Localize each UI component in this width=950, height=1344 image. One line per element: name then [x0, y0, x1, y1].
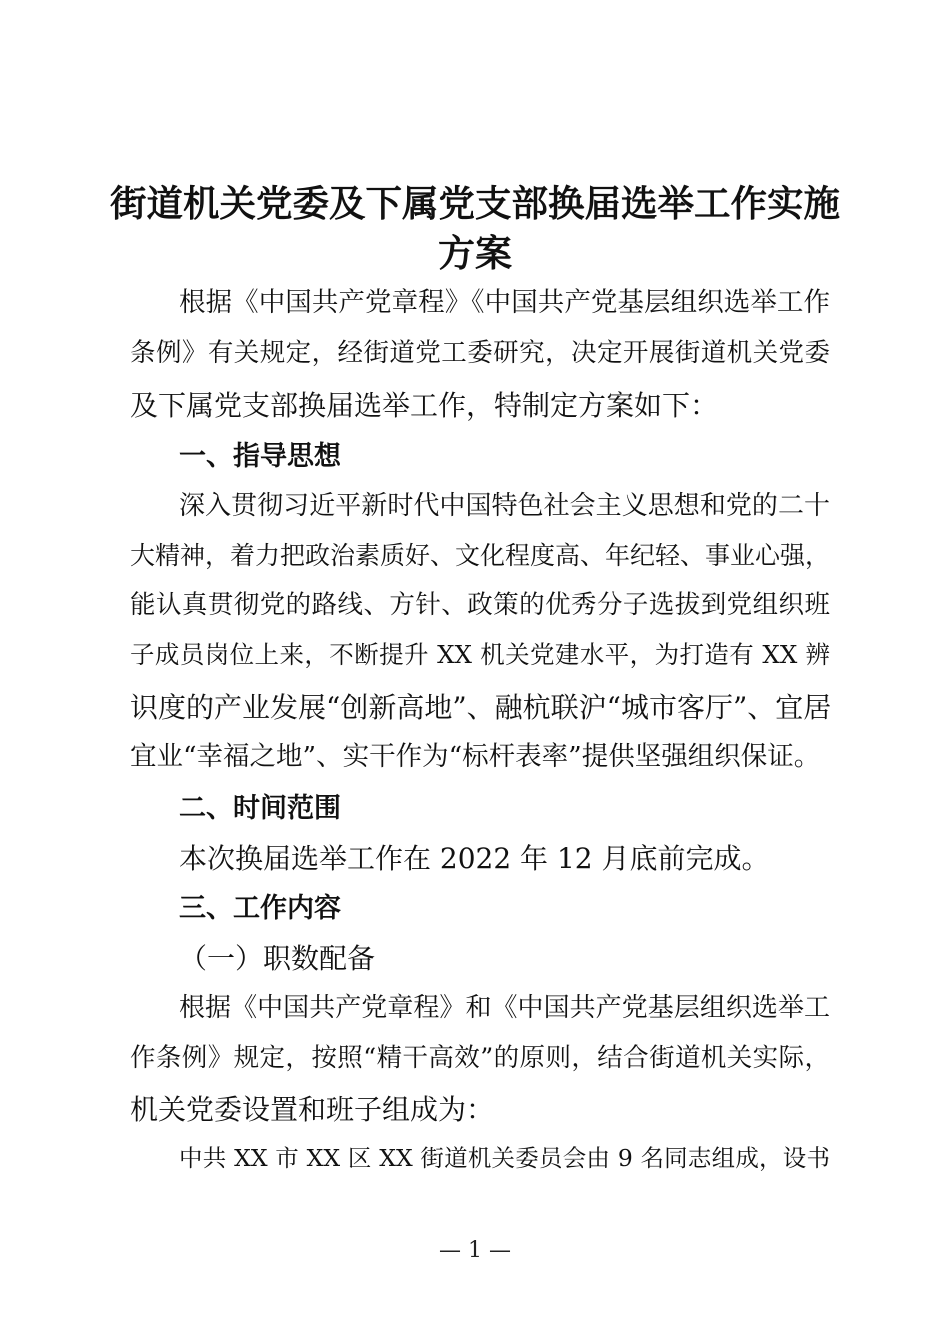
subsection-body-line: 作条例》规定，按照“精干高效”的原则，结合街道机关实际，: [130, 1043, 830, 1073]
document-title-line-2: 方案: [438, 232, 512, 275]
section-body-line: 深入贯彻习近平新时代中国特色社会主义思想和党的二十: [179, 491, 830, 521]
document-title-line-1: 街道机关党委及下属党支部换届选举工作实施: [110, 182, 840, 225]
page-number: — 1 —: [439, 1238, 511, 1263]
section-body-line: 识度的产业发展“创新高地”、融杭联沪“城市客厅”、宜居: [130, 691, 832, 724]
section-body-line: 大精神，着力把政治素质好、文化程度高、年纪轻、事业心强，: [130, 541, 831, 570]
section-heading-time-scope: 二、时间范围: [179, 793, 341, 824]
intro-line: 及下属党支部换届选举工作，特制定方案如下：: [130, 389, 719, 422]
section-body-line: 宜业“幸福之地”、实干作为“标杆表率”提供坚强组织保证。: [130, 741, 821, 772]
section-body-line: 子成员岗位上来，不断提升 XX 机关党建水平，为打造有 XX 辨: [130, 640, 830, 669]
subsection-heading-staffing: （一）职数配备: [179, 942, 376, 975]
section-heading-work-content: 三、工作内容: [179, 893, 341, 924]
subsection-body-line: 中共 XX 市 XX 区 XX 街道机关委员会由 9 名同志组成，设书: [179, 1144, 830, 1172]
subsection-body-line: 机关党委设置和班子组成为：: [130, 1093, 495, 1126]
subsection-body-line: 根据《中国共产党章程》和《中国共产党基层组织选举工: [179, 993, 830, 1023]
section-heading-guiding-thought: 一、指导思想: [179, 441, 341, 472]
intro-line: 条例》有关规定，经街道党工委研究，决定开展街道机关党委: [130, 338, 830, 368]
section-body-line: 能认真贯彻党的路线、方针、政策的优秀分子选拔到党组织班: [130, 590, 830, 620]
section-body-line: 本次换届选举工作在 2022 年 12 月底前完成。: [179, 842, 770, 875]
intro-line: 根据《中国共产党章程》《中国共产党基层组织选举工作: [179, 287, 830, 318]
